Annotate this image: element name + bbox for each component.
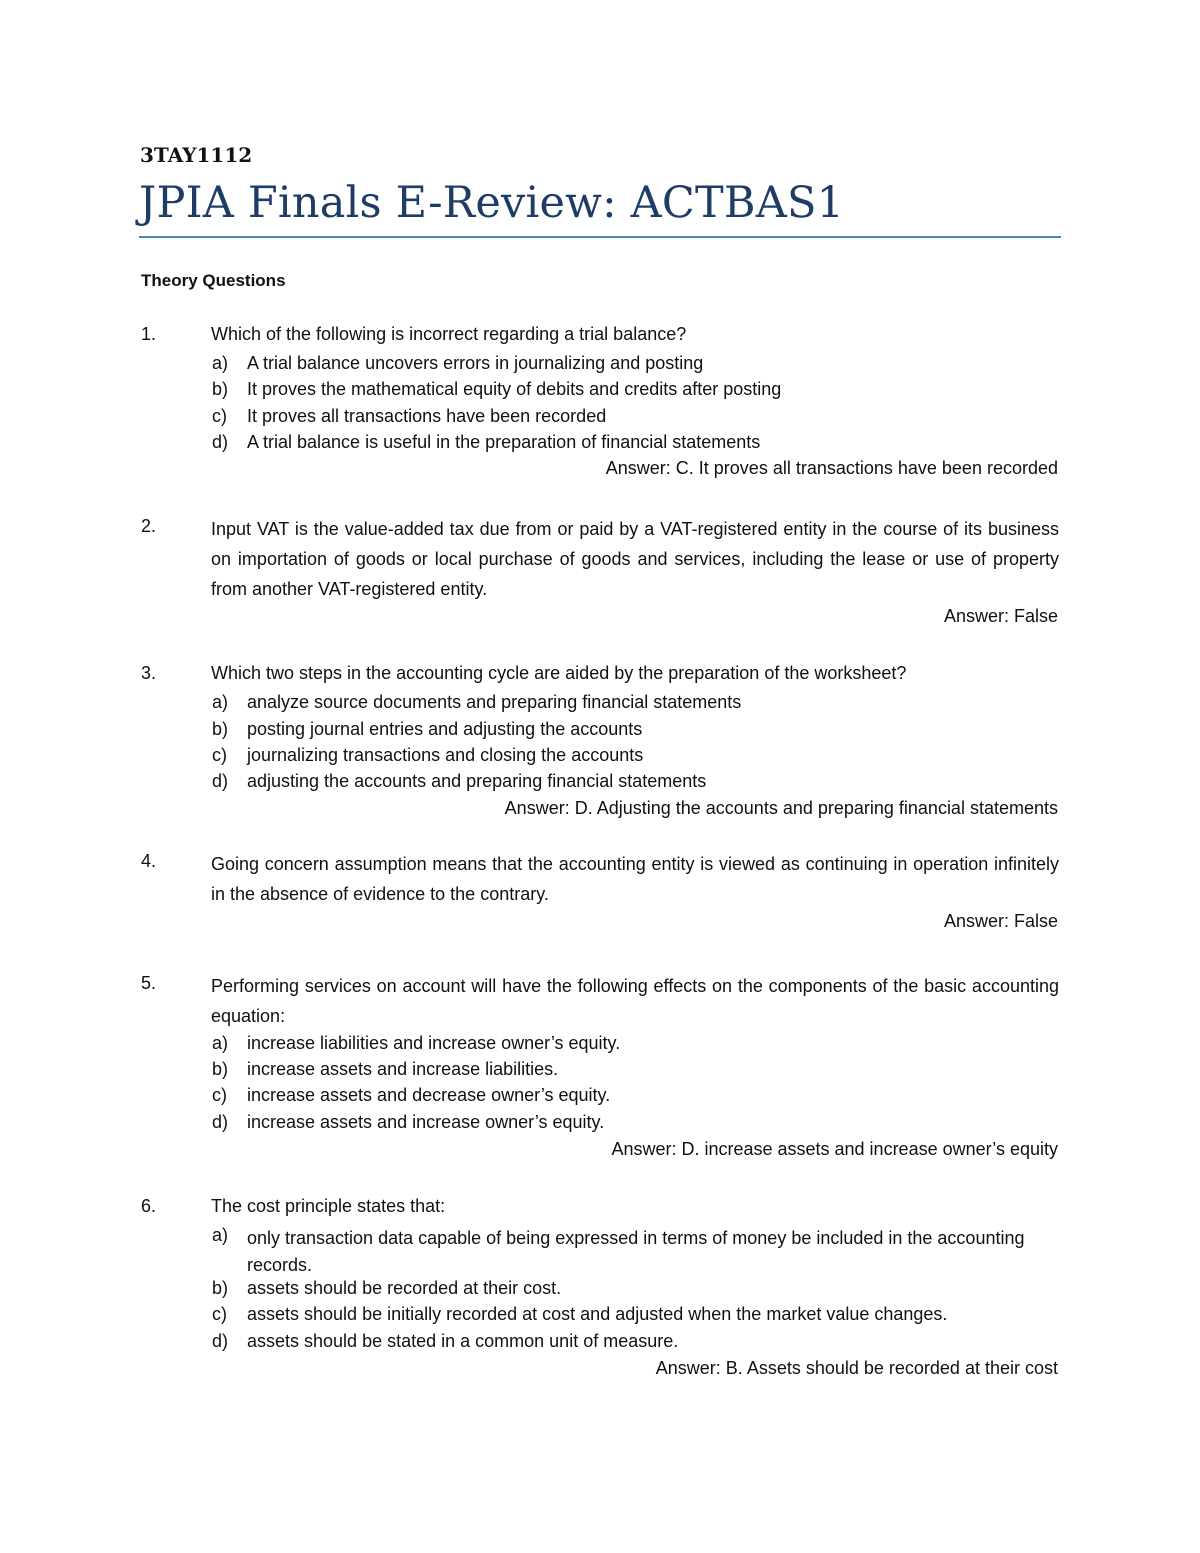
question-stem: Input VAT is the value-added tax due from or paid by a VAT-registered entity in the course of its business on importation of goods or local purchase of goods and services, including the lease or use of property from another VAT-registered entity. <box>211 519 1059 599</box>
option-letter: d) <box>212 1112 229 1132</box>
option-text: increase assets and decrease owner’s equity. <box>247 1085 611 1105</box>
option-text: assets should be recorded at their cost. <box>247 1278 562 1298</box>
option-text: adjusting the accounts and preparing financial statements <box>247 771 707 791</box>
option-text: assets should be stated in a common unit of measure. <box>247 1331 679 1351</box>
option-text: increase liabilities and increase owner’s equity. <box>247 1033 621 1053</box>
answer-text: Answer: False <box>943 606 1058 626</box>
option-letter: c) <box>212 1085 227 1105</box>
option-text: analyze source documents and preparing financial statements <box>247 692 742 712</box>
answer-text: Answer: B. Assets should be recorded at their cost <box>655 1358 1058 1378</box>
option-letter: c) <box>212 1304 227 1324</box>
option-letter: d) <box>212 432 229 452</box>
question-stem: Going concern assumption means that the accounting entity is viewed as continuing in operation infinitely in the absence of evidence to the contrary. <box>211 854 1059 904</box>
question-number: 1. <box>141 324 157 344</box>
question-stem: Performing services on account will have the following effects on the components of the basic accounting equation: <box>211 976 1059 1026</box>
answer-text: Answer: D. increase assets and increase owner’s equity <box>611 1139 1058 1159</box>
option-text: A trial balance is useful in the preparation of financial statements <box>247 432 761 452</box>
option-text: It proves the mathematical equity of debits and credits after posting <box>247 379 782 399</box>
option-letter: a) <box>212 692 229 712</box>
option-letter: a) <box>212 1033 229 1053</box>
answer-text: Answer: D. Adjusting the accounts and preparing financial statements <box>504 798 1058 818</box>
option-text: increase assets and increase owner’s equity. <box>247 1112 605 1132</box>
section-heading: Theory Questions <box>141 271 286 290</box>
option-text: assets should be initially recorded at cost and adjusted when the market value changes. <box>247 1304 948 1324</box>
option-letter: b) <box>212 379 229 399</box>
option-text: increase assets and increase liabilities. <box>247 1059 559 1079</box>
option-letter: d) <box>212 771 229 791</box>
document-title: JPIA Finals E-Review: ACTBAS1 <box>139 178 845 228</box>
option-letter: b) <box>212 1278 229 1298</box>
option-text: A trial balance uncovers errors in journalizing and posting <box>247 353 704 373</box>
answer-text: Answer: False <box>943 911 1058 931</box>
question-stem: Which of the following is incorrect regarding a trial balance? <box>211 324 687 344</box>
question-stem: Which two steps in the accounting cycle are aided by the preparation of the worksheet? <box>211 663 907 683</box>
option-text: only transaction data capable of being expressed in terms of money be included in the accounting records. <box>247 1228 1025 1275</box>
option-letter: b) <box>212 719 229 739</box>
question-stem: The cost principle states that: <box>211 1196 446 1216</box>
question-number: 2. <box>141 516 157 536</box>
option-letter: b) <box>212 1059 229 1079</box>
option-letter: c) <box>212 406 227 426</box>
option-text: journalizing transactions and closing the accounts <box>247 745 644 765</box>
option-letter: a) <box>212 353 229 373</box>
question-number: 3. <box>141 663 157 683</box>
title-underline <box>139 236 1061 238</box>
question-number: 6. <box>141 1196 157 1216</box>
question-number: 5. <box>141 973 157 993</box>
course-code: 3TAY1112 <box>140 143 253 167</box>
option-letter: a) <box>212 1225 229 1245</box>
option-text: It proves all transactions have been recorded <box>247 406 607 426</box>
option-letter: c) <box>212 745 227 765</box>
option-letter: d) <box>212 1331 229 1351</box>
question-number: 4. <box>141 851 157 871</box>
answer-text: Answer: C. It proves all transactions have been recorded <box>605 458 1058 478</box>
option-text: posting journal entries and adjusting the accounts <box>247 719 643 739</box>
